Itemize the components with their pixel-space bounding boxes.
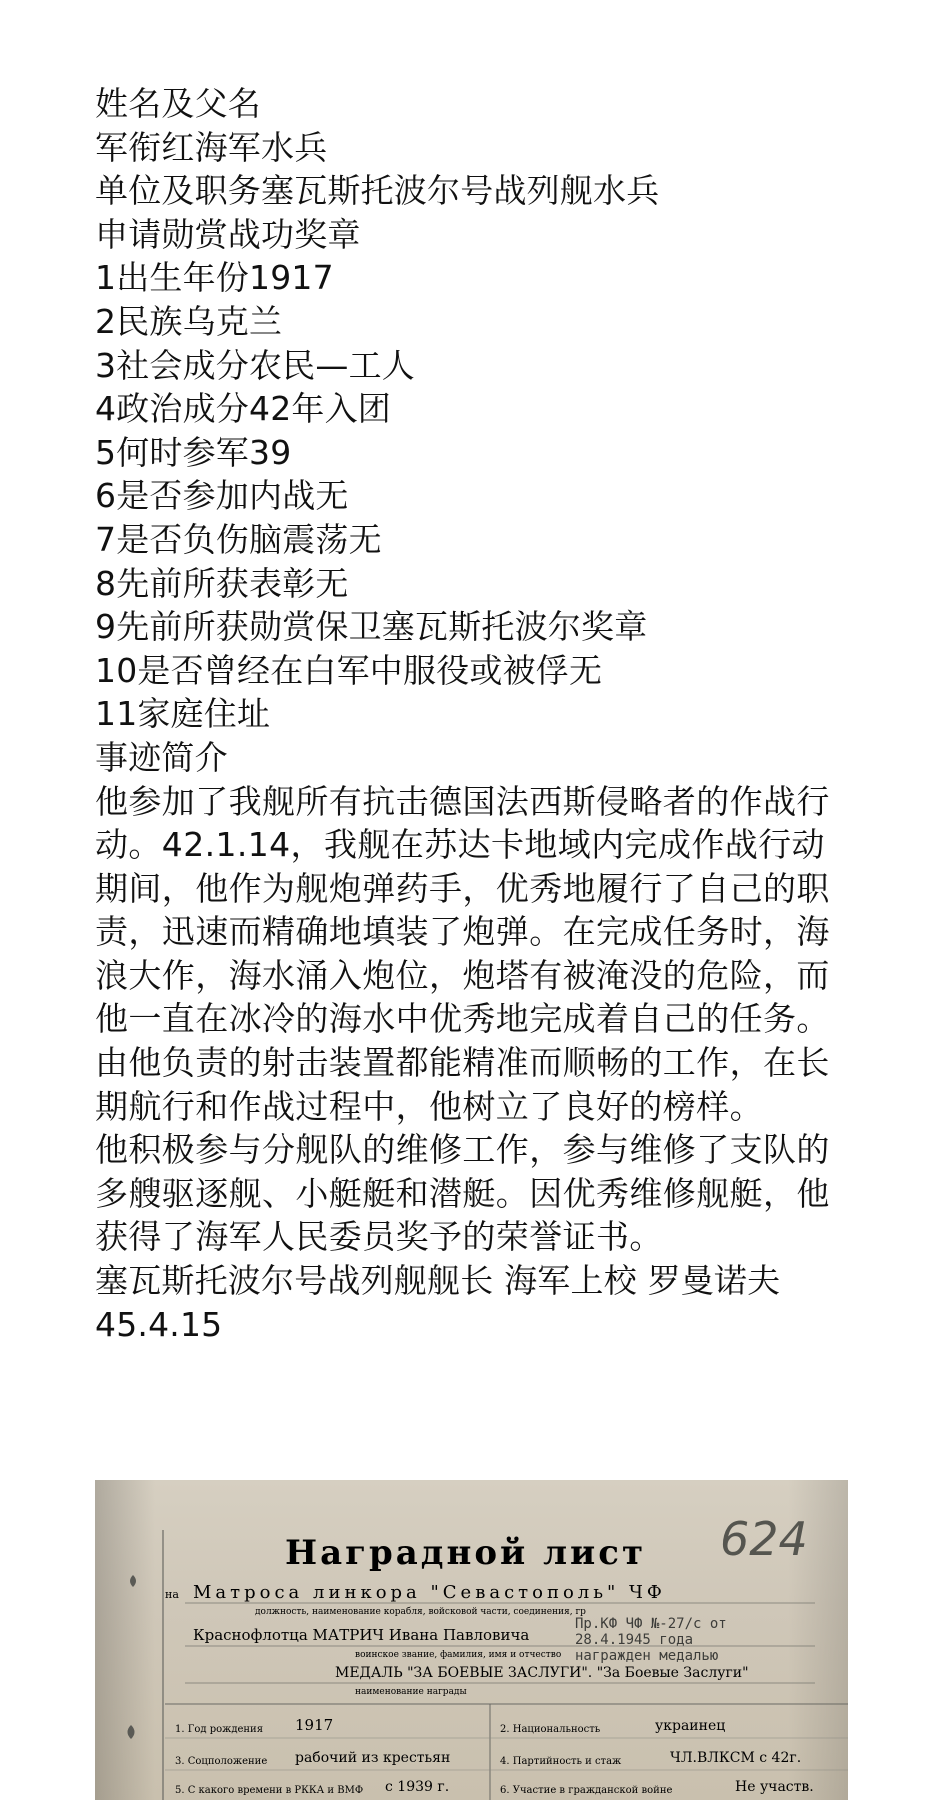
field-enlistment: 5何时参军39 [95,432,292,472]
field-social-status: 3社会成分农民—工人 [95,345,415,385]
scan-row-position: Матроса линкора "Севастополь" ЧФ [193,1582,666,1603]
field-name-patronymic: 姓名及父名 [95,84,261,123]
summary-paragraph: 他参加了我舰所有抗击德国法西斯侵略者的作战行动。42.1.14，我舰在苏达卡地域内完成作战行动期间，他作为舰炮弹药手，优秀地履行了自己的职责，迅速而精确地填装了炮弹。在完成任务时，海浪大作，海水涌入炮位，炮塔有被淹没的危险，而他一直在冰冷的海水中优秀地完成着自己的任务。 [95,781,830,1039]
svg-text:награжден медалью: награжден медалью [575,1648,719,1664]
scan-field-label: 4. Партийность и стаж [500,1756,622,1767]
scan-row-award: МЕДАЛЬ "ЗА БОЕВЫЕ ЗАСЛУГИ". "За Боевые Заслуги" [335,1665,749,1681]
scanned-award-sheet-image [95,1480,848,1800]
field-prior-awards: 9先前所获勋赏保卫塞瓦斯托波尔奖章 [95,607,648,647]
scan-field-label: 1. Год рождения [175,1724,264,1735]
svg-text:28.4.1945 года: 28.4.1945 года [575,1632,694,1648]
scan-field-value: с 1939 г. [385,1779,450,1795]
field-award-requested: 申请勋赏战功奖章 [95,214,361,254]
field-civil-war: 6是否参加内战无 [95,476,349,516]
scan-na: на [165,1588,179,1601]
scan-field-value: 1917 [295,1716,334,1734]
scan-title: Наградной лист [285,1533,647,1573]
scan-field-value: ЧЛ.ВЛКСМ с 42г. [670,1750,802,1766]
field-birth-year: 1出生年份1917 [95,258,334,298]
field-white-army: 10是否曾经在白军中服役或被俘无 [95,650,603,690]
scan-field-label: 2. Национальность [500,1724,601,1735]
field-home-address: 11家庭住址 [95,694,271,734]
scan-field-label: 6. Участие в гражданской войне [500,1785,673,1796]
scan-row-award-caption: наименование награды [355,1687,467,1697]
field-nationality: 2民族乌克兰 [95,301,283,341]
scan-field-label: 3. Соцположение [175,1756,268,1767]
section-heading-summary: 事迹简介 [95,737,228,777]
signature-line: 塞瓦斯托波尔号战列舰舰长 海军上校 罗曼诺夫 [95,1261,781,1301]
document-date: 45.4.15 [95,1304,223,1344]
summary-paragraph: 他积极参与分舰队的维修工作，参与维修了支队的多艘驱逐舰、小艇艇和潜艇。因优秀维修舰艇，他获得了海军人民委员奖予的荣誉证书。 [95,1130,830,1257]
summary-paragraph: 由他负责的射击装置都能精准而顺畅的工作，在长期航行和作战过程中，他树立了良好的榜样。 [95,1043,830,1126]
scan-field-value: украинец [655,1718,726,1734]
svg-text:Пр.КФ ЧФ №-27/с от: Пр.КФ ЧФ №-27/с от [575,1616,727,1632]
field-wounds: 7是否负伤脑震荡无 [95,519,382,559]
field-rank: 军衔红海军水兵 [95,127,328,167]
translation-text [95,82,850,1346]
scan-row-name-caption: воинское звание, фамилия, имя и отчество [355,1650,562,1660]
field-prior-commendations: 8先前所获表彰无 [95,563,349,603]
scan-field-value: Не участв. [735,1779,814,1795]
scan-row-position-caption: должность, наименование корабля, войсковой части, соединения, гр [255,1607,586,1617]
field-party-status: 4政治成分42年入团 [95,389,391,429]
field-unit-position: 单位及职务塞瓦斯托波尔号战列舰水兵 [95,171,660,211]
handwritten-number: 624 [720,1512,808,1566]
scan-field-label: 5. С какого времени в РККА и ВМФ [175,1785,364,1796]
scan-field-value: рабочий из крестьян [295,1750,451,1766]
scan-row-name: Краснофлотца МАТРИЧ Ивана Павловича [193,1626,530,1644]
scanned-award-sheet [95,1480,848,1800]
